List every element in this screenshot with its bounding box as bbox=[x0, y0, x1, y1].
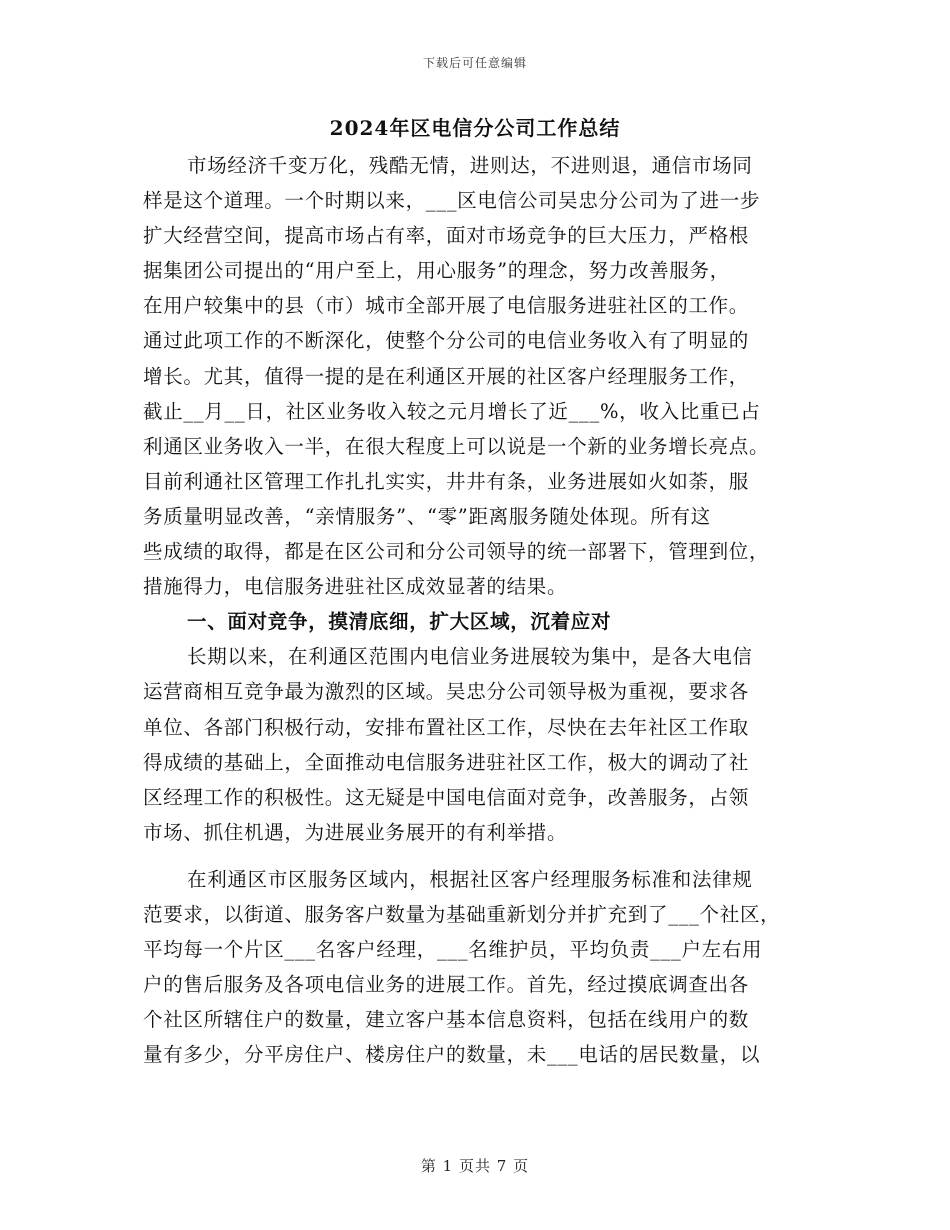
paragraph-line: 扩大经营空间，提高市场占有率，面对市场竞争的巨大压力，严格根 bbox=[143, 224, 750, 248]
paragraph-line: 措施得力，电信服务进驻社区成效显著的结果。 bbox=[143, 575, 568, 599]
section-heading-line: 一、面对竞争，摸清底细，扩大区域，沉着应对 bbox=[187, 610, 612, 634]
paragraph-line: 个社区所辖住户的数量，建立客户基本信息资料，包括在线用户的数 bbox=[143, 1008, 750, 1032]
paragraph-line: 通过此项工作的不断深化，使整个分公司的电信业务收入有了明显的 bbox=[143, 329, 750, 353]
paragraph-line: 得成绩的基础上，全面推动电信服务进驻社区工作，极大的调动了社 bbox=[143, 750, 750, 774]
paragraph-line: 量有多少，分平房住户、楼房住户的数量，未___电话的居民数量，以 bbox=[143, 1043, 761, 1067]
paragraph-line: 市场经济千变万化，残酷无情，进则达，不进则退，通信市场同 bbox=[187, 154, 753, 177]
paragraph-line: 目前利通社区管理工作扎扎实实，井井有条，业务进展如火如荼，服 bbox=[143, 469, 750, 493]
paragraph bbox=[143, 862, 809, 1073]
paragraph-line: 些成绩的取得，都是在区公司和分公司领导的统一部署下，管理到位， bbox=[143, 540, 770, 564]
paragraph-gap bbox=[143, 850, 809, 862]
paragraph-line: 在利通区市区服务区域内，根据社区客户经理服务标准和法律规 bbox=[187, 867, 753, 891]
paragraph-line: 区经理工作的积极性。这无疑是中国电信面对竞争，改善服务，占领 bbox=[143, 785, 750, 809]
paragraph-line: 市场、抓住机遇，为进展业务展开的有利举措。 bbox=[143, 820, 568, 844]
paragraph-line: 截止__月__日，社区业务收入较之元月增长了近___%，收入比重已占 bbox=[143, 399, 761, 423]
paragraph-line: 增长。尤其，值得一提的是在利通区开展的社区客户经理服务工作， bbox=[143, 364, 750, 388]
paragraph-line: 户的售后服务及各项电信业务的进展工作。首先，经过摸底调查出各 bbox=[143, 973, 750, 997]
paragraph-line: 范要求，以街道、服务客户数量为基础重新划分并扩充到了___个社区， bbox=[143, 902, 781, 926]
paragraph-line: 样是这个道理。一个时期以来，___区电信公司吴忠分公司为了进一步 bbox=[143, 189, 761, 213]
paragraph-line: 长期以来，在利通区范围内电信业务进展较为集中，是各大电信 bbox=[187, 645, 753, 669]
paragraph-line: 在用户较集中的县（市）城市全部开展了电信服务进驻社区的工作。 bbox=[143, 294, 750, 318]
paragraph-line: 运营商相互竞争最为激烈的区域。吴忠分公司领导极为重视，要求各 bbox=[143, 680, 750, 704]
paragraph-line: 务质量明显改善，“亲情服务”、“零”距离服务随处体现。所有这 bbox=[143, 504, 711, 528]
page-header-note: 下载后可任意编辑 bbox=[422, 56, 527, 70]
paragraph-line: 据集团公司提出的“用户至上，用心服务”的理念，努力改善服务， bbox=[143, 259, 730, 283]
paragraph bbox=[143, 639, 809, 850]
paragraph-line: 利通区业务收入一半，在很大程度上可以说是一个新的业务增长亮点。 bbox=[143, 434, 770, 458]
document-body bbox=[143, 148, 809, 1072]
paragraph-line: 单位、各部门积极行动，安排布置社区工作，尽快在去年社区工作取 bbox=[143, 715, 750, 739]
paragraph bbox=[143, 148, 809, 604]
page-footer-number: 第 1 页共 7 页 bbox=[420, 1157, 530, 1175]
document-title: 2024年区电信分公司工作总结 bbox=[329, 116, 621, 140]
section-heading bbox=[143, 604, 809, 639]
paragraph-line: 平均每一个片区___名客户经理，___名维护员，平均负责___户左右用 bbox=[143, 938, 763, 962]
